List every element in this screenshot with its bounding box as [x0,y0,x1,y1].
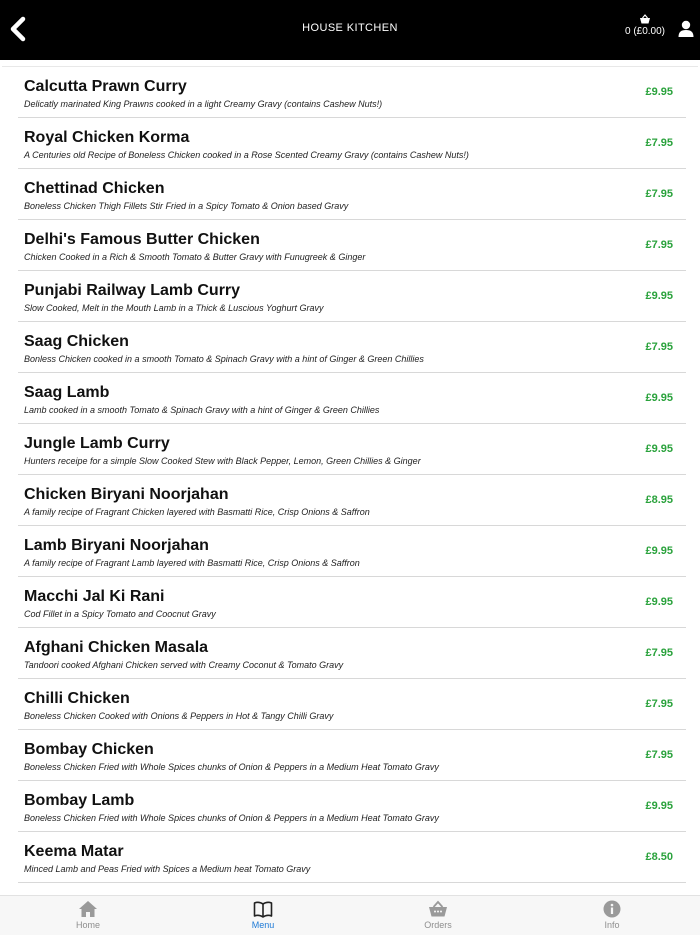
menu-item-description: Boneless Chicken Fried with Whole Spices chunks of Onion & Peppers in a Medium Heat Tomato Gravy [24,762,439,772]
tab-home[interactable] [58,900,118,934]
info-icon [582,900,642,918]
menu-item-name: Delhi's Famous Butter Chicken [24,231,260,248]
menu-item-name: Bombay Chicken [24,741,154,758]
menu-item-price: £9.95 [645,290,673,302]
tab-info[interactable] [582,900,642,934]
tab-label: Home [75,920,100,930]
menu-item-price: £7.95 [645,188,673,200]
tab-menu[interactable] [233,900,293,934]
menu-item-name: Jungle Lamb Curry [24,435,170,452]
tab-label: Info [604,920,620,930]
menu-item-description: Boneless Chicken Cooked with Onions & Peppers in Hot & Tangy Chilli Gravy [24,711,334,721]
basket-icon [639,14,651,24]
menu-item-name: Royal Chicken Korma [24,129,190,146]
menu-item-description: Delicatly marinated King Prawns cooked in a light Creamy Gravy (contains Cashew Nuts!) [24,99,383,109]
menu-item[interactable] [18,730,686,781]
menu-item[interactable] [18,373,686,424]
menu-item-name: Calcutta Prawn Curry [24,78,187,95]
home-icon [58,900,118,918]
menu-item-name: Chicken Biryani Noorjahan [24,486,229,503]
menu-item-name: Chettinad Chicken [24,180,165,197]
menu-item-price: £9.95 [645,443,673,455]
menu-item-price: £8.50 [645,851,673,863]
menu-item[interactable] [18,220,686,271]
menu-item-description: Tandoori cooked Afghani Chicken served with Creamy Coconut & Tomato Gravy [24,660,344,670]
menu-item-price: £7.95 [645,647,673,659]
menu-item-description: Slow Cooked, Melt in the Mouth Lamb in a Thick & Luscious Yoghurt Gravy [24,303,324,313]
menu-item-description: A family recipe of Fragrant Lamb layered with Basmatti Rice, Crisp Onions & Saffron [24,558,360,568]
menu-item-name: Chilli Chicken [24,690,130,707]
menu-item-name: Saag Lamb [24,384,110,401]
tab-label: Menu [251,920,275,930]
menu-item-price: £8.95 [645,494,673,506]
menu-item[interactable] [18,475,686,526]
menu-item-name: Punjabi Railway Lamb Curry [24,282,241,299]
user-icon [677,19,695,39]
menu-item[interactable] [18,577,686,628]
menu-item[interactable] [18,832,686,883]
menu-item-description: Boneless Chicken Fried with Whole Spices chunks of Onion & Peppers in a Medium Heat Tomato Gravy [24,813,439,823]
menu-item-description: A family recipe of Fragrant Chicken layered with Basmatti Rice, Crisp Onions & Saffron [24,507,370,517]
menu-item-price: £7.95 [645,239,673,251]
account-button[interactable] [677,19,695,39]
menu-item[interactable] [18,781,686,832]
cart-button[interactable] [622,14,668,44]
menu-item[interactable] [18,424,686,475]
menu-item-price: £7.95 [645,341,673,353]
menu-item[interactable] [18,628,686,679]
tab-bar [0,895,700,935]
top-bar [0,0,700,60]
page-title: HOUSE KITCHEN [302,22,398,34]
menu-item-description: Minced Lamb and Peas Fried with Spices a Medium heat Tomato Gravy [24,864,311,874]
menu-item-description: Cod Fillet in a Spicy Tomato and Coocnut Gravy [24,609,216,619]
menu-item-name: Bombay Lamb [24,792,135,809]
menu-item-description: Chicken Cooked in a Rich & Smooth Tomato & Butter Gravy with Funugreek & Ginger [24,252,366,262]
menu-item-price: £9.95 [645,86,673,98]
menu-item-price: £7.95 [645,698,673,710]
menu-item[interactable] [18,67,686,118]
menu-item-name: Afghani Chicken Masala [24,639,209,656]
menu-item[interactable] [18,118,686,169]
menu-item-price: £9.95 [645,596,673,608]
menu-item-price: £9.95 [645,800,673,812]
menu-list [2,66,698,896]
book-icon [233,900,293,918]
menu-item-price: £7.95 [645,137,673,149]
tab-orders[interactable] [408,900,468,934]
tab-label: Orders [424,920,452,930]
menu-item-price: £9.95 [645,545,673,557]
menu-item-description: Lamb cooked in a smooth Tomato & Spinach Gravy with a hint of Ginger & Green Chillies [24,405,380,415]
menu-item[interactable] [18,526,686,577]
menu-item-price: £7.95 [645,749,673,761]
menu-item-price: £9.95 [645,392,673,404]
menu-item-description: Bonless Chicken cooked in a smooth Tomato & Spinach Gravy with a hint of Ginger & Green Chillies [24,354,424,364]
menu-item-description: Boneless Chicken Thigh Fillets Stir Fried in a Spicy Tomato & Onion based Gravy [24,201,349,211]
cart-summary: 0 (£0.00) [624,26,666,37]
menu-item-name: Lamb Biryani Noorjahan [24,537,209,554]
menu-item-name: Saag Chicken [24,333,129,350]
menu-item-name: Macchi Jal Ki Rani [24,588,165,605]
menu-item-description: Hunters receipe for a simple Slow Cooked Stew with Black Pepper, Lemon, Green Chillies & Ginger [24,456,421,466]
menu-item[interactable] [18,271,686,322]
menu-item[interactable] [18,679,686,730]
basket-icon [408,900,468,918]
menu-item-description: A Centuries old Recipe of Boneless Chicken cooked in a Rose Scented Creamy Gravy (contains Cashew Nuts!) [24,150,469,160]
menu-item[interactable] [18,169,686,220]
menu-item[interactable] [18,322,686,373]
menu-item-name: Keema Matar [24,843,124,860]
